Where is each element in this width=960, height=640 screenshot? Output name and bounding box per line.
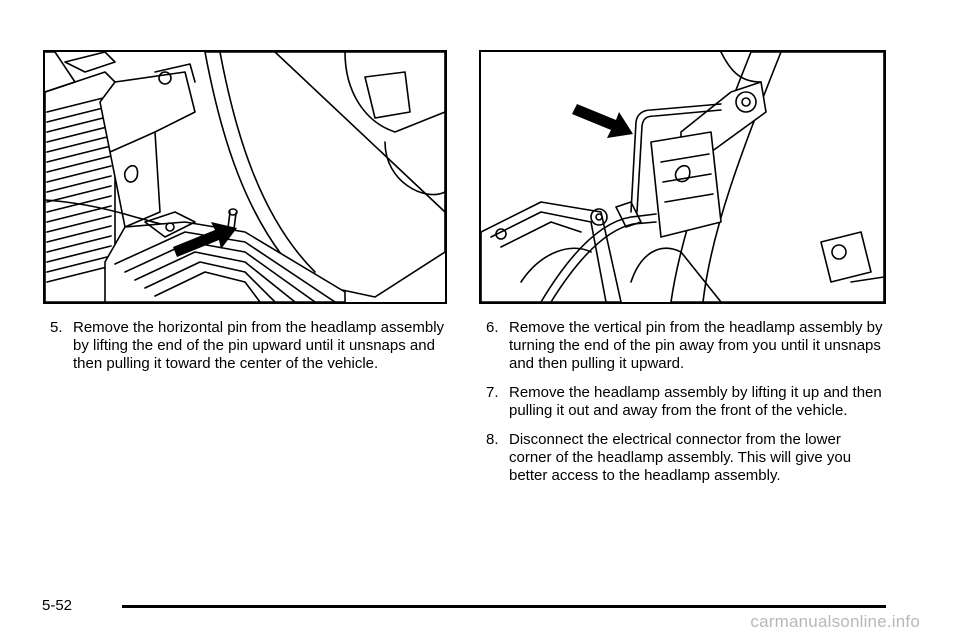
- step-number: 7.: [486, 384, 499, 401]
- steps-right-column: [486, 319, 886, 496]
- step-text: Disconnect the electrical connector from the lower corner of the headlamp assembly. This will give you better access to the headlamp assembly.: [509, 431, 852, 484]
- footer-rule: [122, 605, 886, 608]
- step-text: Remove the headlamp assembly by lifting it up and then pulling it out and away from the front of the vehicle.: [509, 384, 882, 419]
- step-number: 5.: [50, 319, 63, 336]
- step-5: [50, 319, 450, 373]
- vertical-pin-illustration: [479, 50, 886, 304]
- watermark: carmanualsonline.info: [750, 612, 920, 631]
- step-7: [486, 384, 886, 420]
- steps-left-column: [50, 319, 450, 384]
- step-text: Remove the vertical pin from the headlamp assembly by turning the end of the pin away from you until it unsnaps and then pulling it upward.: [509, 319, 883, 372]
- horizontal-pin-line-drawing: [45, 52, 445, 302]
- step-text: Remove the horizontal pin from the headlamp assembly by lifting the end of the pin upward until it unsnaps and then pulling it toward the center of the vehicle.: [73, 319, 445, 372]
- step-number: 8.: [486, 431, 499, 448]
- page-number: 5-52: [42, 597, 73, 614]
- step-number: 6.: [486, 319, 499, 336]
- horizontal-pin-illustration: [43, 50, 447, 304]
- step-8: [486, 431, 886, 485]
- step-6: [486, 319, 886, 373]
- vertical-pin-line-drawing: [481, 52, 884, 302]
